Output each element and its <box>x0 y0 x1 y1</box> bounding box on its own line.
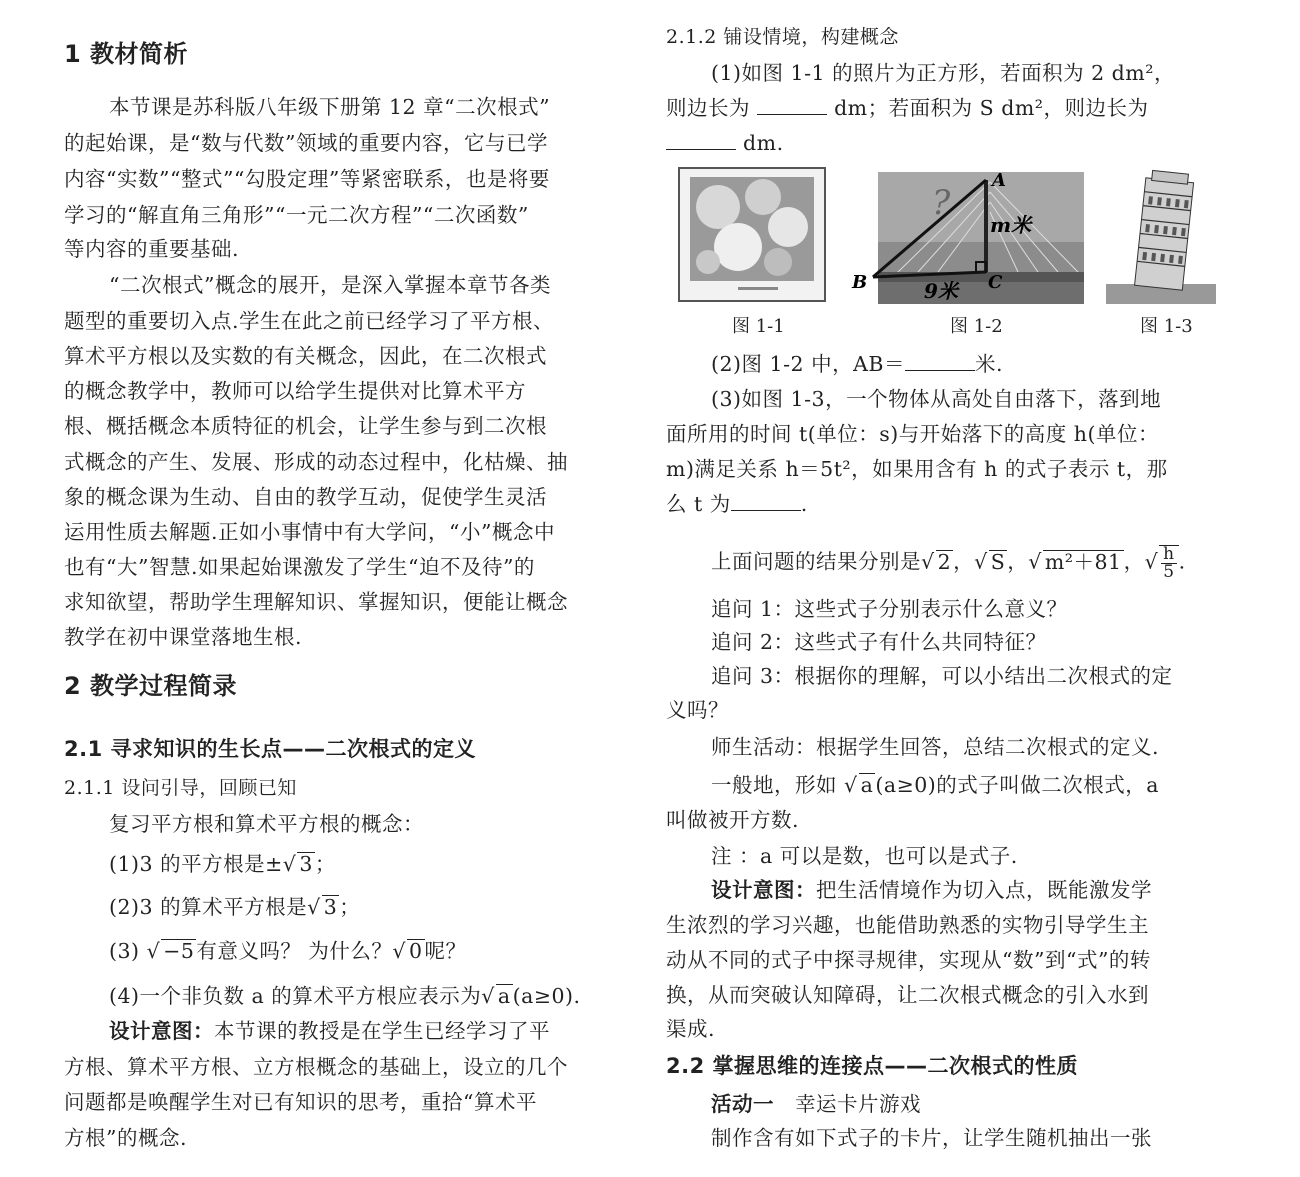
text-line: 教学在初中课堂落地生根. <box>64 625 303 649</box>
text-line: 换，从而突破认知障碍，让二次根式概念的引入水到 <box>666 983 1149 1007</box>
caption-1-1: 图 1-1 <box>732 316 785 337</box>
text-line: 本节课是苏科版八年级下册第 12 章“二次根式” <box>109 95 551 119</box>
caption-1-2: 图 1-2 <box>950 316 1003 337</box>
problem-1-line: dm. <box>666 129 784 157</box>
text-line: 问题都是唤醒学生对已有知识的思考，重拾“算术平 <box>64 1090 537 1114</box>
design-intent-left: 设计意图：本节课的教授是在学生已经学习了平 <box>109 1019 550 1043</box>
text-line: 渠成. <box>666 1017 716 1041</box>
definition: 一般地，形如 √ a(a≥0)的式子叫做二次根式，a <box>711 773 1160 797</box>
figure-1-1-photo <box>678 167 826 302</box>
problem-3-line: (3)如图 1-3，一个物体从高处自由落下，落到地 <box>711 387 1162 411</box>
problem-1-line: (1)如图 1-1 的照片为正方形，若面积为 2 dm²， <box>711 61 1175 85</box>
text-line: 象的概念课为生动、自由的教学互动，促使学生灵活 <box>64 485 547 509</box>
results-line: 上面问题的结果分别是√ 2，√ S，√ m²＋81，√ $\frac{h}{5}$ . <box>711 544 1186 582</box>
text-line: 式概念的产生、发展、形成的动态过程中，化枯燥、抽 <box>64 450 568 474</box>
problem-3-line: 么 t 为 . <box>666 492 808 516</box>
text-line: “二次根式”概念的展开，是深入掌握本章节各类 <box>109 273 551 297</box>
follow-up-2: 追问 2：这些式子有什么共同特征？ <box>711 630 1047 654</box>
follow-up-3: 追问 3：根据你的理解，可以小结出二次根式的定 <box>711 664 1173 688</box>
caption-1-3: 图 1-3 <box>1140 316 1193 337</box>
text-line: 求知欲望，帮助学生理解知识、掌握知识，便能让概念 <box>64 590 568 614</box>
text-line: 也有“大”智慧.如果起始课激发了学生“迫不及待”的 <box>64 555 535 579</box>
question-2: (2)3 的算术平方根是√ 3； <box>109 895 361 919</box>
text-line: 方根”的概念. <box>64 1126 187 1150</box>
text-line: 的概念教学中，教师可以给学生提供对比算术平方 <box>64 379 526 403</box>
teacher-activity: 师生活动：根据学生回答，总结二次根式的定义. <box>711 735 1160 759</box>
label-9: 9米 <box>924 279 958 303</box>
text-line: 义吗？ <box>666 698 729 722</box>
label-a: A <box>992 170 1006 191</box>
activity-1: 活动一 幸运卡片游戏 <box>711 1092 922 1116</box>
text-line: 根、概括概念本质特征的机会，让学生参与到二次根 <box>64 414 547 438</box>
text-line: 动从不同的式子中探寻规律，实现从“数”到“式”的转 <box>666 948 1151 972</box>
section-1-title: 1 教材简析 <box>64 40 189 68</box>
section-2-1-title: 2.1 寻求知识的生长点——二次根式的定义 <box>64 737 477 761</box>
text-line: 生浓烈的学习兴趣，也能借助熟悉的实物引导学生主 <box>666 913 1149 937</box>
problem-1-line: 则边长为 dm；若面积为 S dm²，则边长为 <box>666 96 1149 120</box>
figure-1-3-tower <box>1106 172 1216 307</box>
question-1: (1)3 的平方根是±√ 3； <box>109 852 336 876</box>
problem-3-line: m)满足关系 h＝5t²，如果用含有 h 的式子表示 t，那 <box>666 457 1168 481</box>
section-2-title: 2 教学过程简录 <box>64 672 238 700</box>
question-3: (3) √ −5有意义吗？ 为什么？√ 0呢？ <box>109 939 467 963</box>
text-line: 算术平方根以及实数的有关概念，因此，在二次根式 <box>64 344 547 368</box>
figure-1-2-bridge <box>852 170 1084 304</box>
text-line: 的起始课，是“数与代数”领域的重要内容，它与已学 <box>64 131 548 155</box>
note: 注 ：a 可以是数，也可以是式子. <box>711 844 1018 868</box>
problem-2: (2)图 1-2 中，AB＝ 米. <box>711 352 1003 376</box>
text-line: 内容“实数”“整式”“勾股定理”等紧密联系，也是将要 <box>64 167 550 191</box>
section-2-2-title: 2.2 掌握思维的连接点——二次根式的性质 <box>666 1054 1079 1078</box>
text-line: 题型的重要切入点.学生在此之前已经学习了平方根、 <box>64 309 555 333</box>
section-2-1-1-title: 2.1.1 设问引导，回顾已知 <box>64 777 297 799</box>
question-4: (4)一个非负数 a 的算术平方根应表示为√ a(a≥0). <box>109 984 581 1008</box>
text-line: 学习的“解直角三角形”“一元二次方程”“二次函数” <box>64 203 529 227</box>
text-line: 制作含有如下式子的卡片，让学生随机抽出一张 <box>711 1126 1152 1150</box>
label-c: C <box>988 272 1003 293</box>
label-m: m米 <box>990 213 1032 237</box>
review-text: 复习平方根和算术平方根的概念： <box>109 812 424 836</box>
question-mark: ? <box>932 183 951 223</box>
text-line: 运用性质去解题.正如小事情中有大学问，“小”概念中 <box>64 520 555 544</box>
text-line: 叫做被开方数. <box>666 808 800 832</box>
section-2-1-2-title: 2.1.2 铺设情境，构建概念 <box>666 26 899 48</box>
problem-3-line: 面所用的时间 t(单位：s)与开始落下的高度 h(单位： <box>666 422 1159 446</box>
label-b: B <box>852 272 868 293</box>
text-line: 等内容的重要基础. <box>64 237 240 261</box>
text-line: 方根、算术平方根、立方根概念的基础上，设立的几个 <box>64 1055 568 1079</box>
follow-up-1: 追问 1：这些式子分别表示什么意义？ <box>711 597 1068 621</box>
design-intent-right: 设计意图：把生活情境作为切入点，既能激发学 <box>711 878 1152 902</box>
